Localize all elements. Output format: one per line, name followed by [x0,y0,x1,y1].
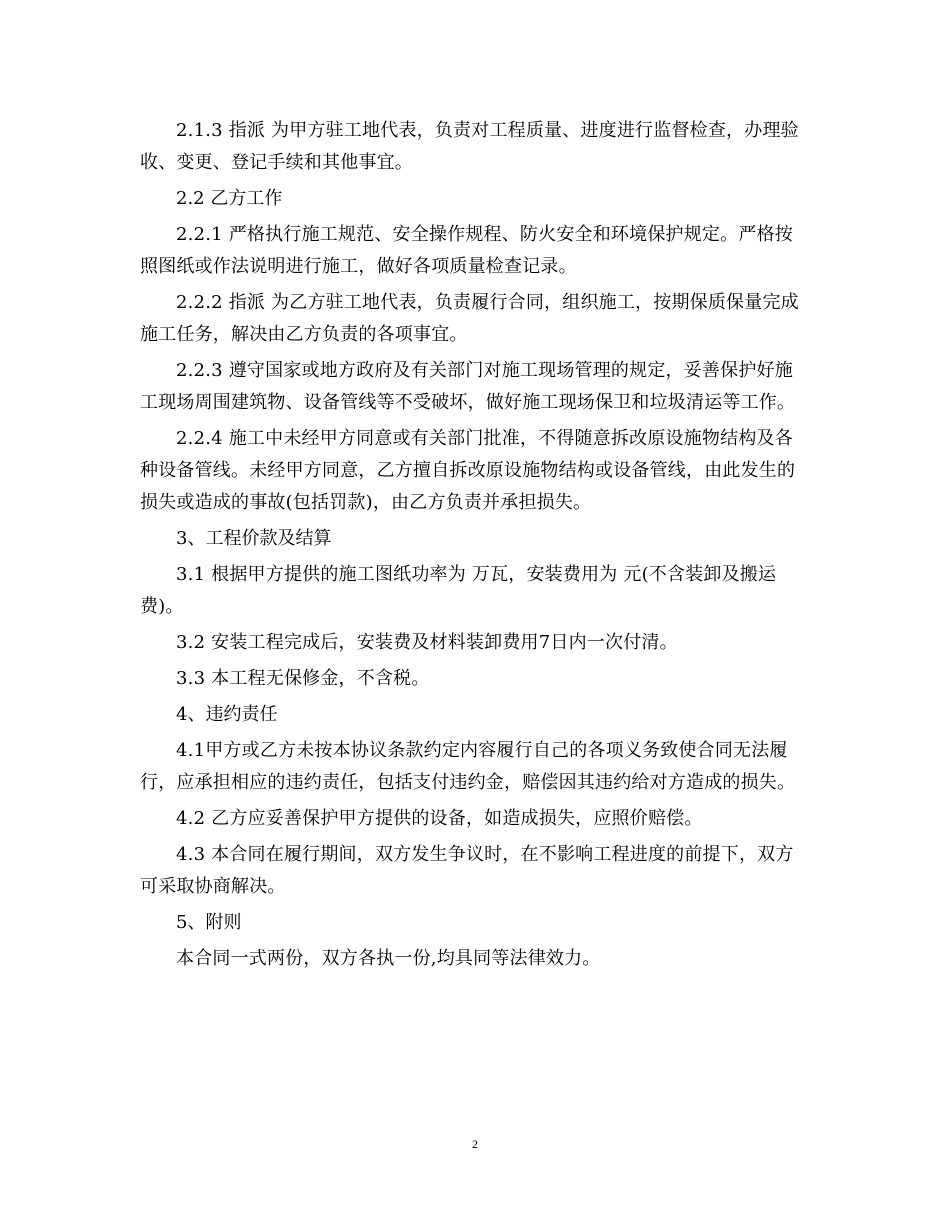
clause-2-2-2: 2.2.2 指派 为乙方驻工地代表，负责履行合同，组织施工，按期保质保量完成施工任务，解决由乙方负责的各项事宜。 [140,292,799,345]
clause-3-1: 3.1 根据甲方提供的施工图纸功率为 万瓦，安装费用为 元(不含装卸及搬运费)。 [140,564,777,617]
clause-3-2: 3.2 安装工程完成后，安装费及材料装卸费用7日内一次付清。 [176,632,678,653]
section-4-heading: 4、违约责任 [176,704,278,725]
clause-3-3: 3.3 本工程无保修金，不含税。 [176,668,430,689]
section-5-heading: 5、附则 [176,912,242,933]
clause-2-2-1: 2.2.1 严格执行施工规范、安全操作规程、防火安全和环境保护规定。严格按照图纸或作法说明进行施工，做好各项质量检查记录。 [140,224,793,277]
clause-4-1: 4.1甲方或乙方未按本协议条款约定内容履行自己的各项义务致使合同无法履行，应承担相应的违约责任，包括支付违约金，赔偿因其违约给对方造成的损失。 [140,740,796,793]
document-body [140,115,810,979]
clause-4-2: 4.2 乙方应妥善保护甲方提供的设备，如造成损失，应照价赔偿。 [176,808,703,829]
closing-statement: 本合同一式两份，双方各执一份,均具同等法律效力。 [176,948,601,969]
section-3-heading: 3、工程价款及结算 [176,528,332,549]
clause-4-3: 4.3 本合同在履行期间，双方发生争议时，在不影响工程进度的前提下，双方可采取协商解决。 [140,844,794,897]
clause-2-1-3: 2.1.3 指派 为甲方驻工地代表，负责对工程质量、进度进行监督检查，办理验收、变更、登记手续和其他事宜。 [140,120,799,173]
clause-2-2-3: 2.2.3 遵守国家或地方政府及有关部门对施工现场管理的规定，妥善保护好施工现场周围建筑物、设备管线等不受破坏，做好施工现场保卫和垃圾清运等工作。 [140,360,796,413]
section-2-2-heading: 2.2 乙方工作 [176,188,283,209]
page-number: 2 [472,1137,478,1151]
clause-2-2-4: 2.2.4 施工中未经甲方同意或有关部门批准，不得随意拆改原设施物结构及各种设备管线。未经甲方同意，乙方擅自拆改原设施物结构或设备管线，由此发生的损失或造成的事故(包括罚款)，由乙方负责并承担损失。 [140,428,796,513]
